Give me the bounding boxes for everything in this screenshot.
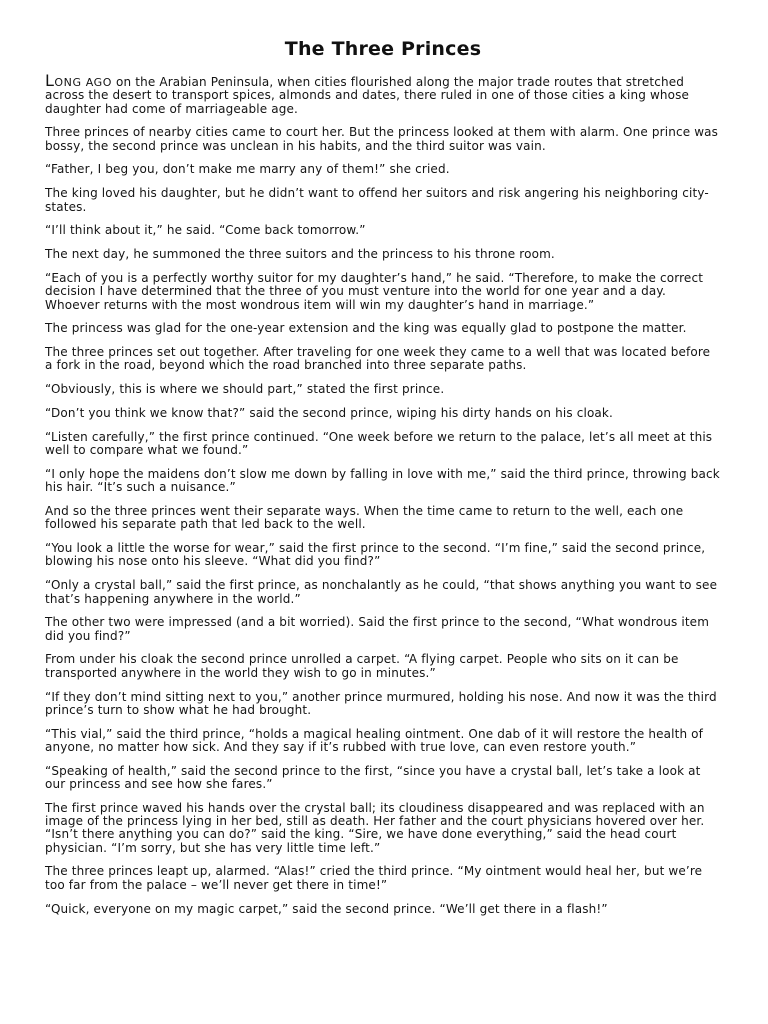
opening-small-caps: ONG AGO <box>54 76 113 89</box>
document-page <box>45 38 721 926</box>
story-paragraph: The king loved his daughter, but he didn’t want to offend her suitors and risk angering his neighboring city-states. <box>45 186 709 214</box>
story-paragraph: “Listen carefully,” the first prince continued. “One week before we return to the palace, let’s all meet at this well to compare what we found.” <box>45 429 713 458</box>
story-paragraph: “You look a little the worse for wear,” said the first prince to the second. “I’m fine,” said the second prince, blowing his nose onto his sleeve. “What did you find?” <box>45 541 706 569</box>
story-paragraph: “Quick, everyone on my magic carpet,” said the second prince. “We’ll get there in a flash!” <box>45 901 608 916</box>
story-paragraph: “This vial,” said the third prince, “holds a magical healing ointment. One dab of it will restore the health of anyone, no matter how sick. And they say if it’s rubbed with true love, can even restore youth.” <box>45 726 704 754</box>
drop-cap-letter: L <box>45 71 55 90</box>
story-paragraph: The other two were impressed (and a bit worried). Said the first prince to the second, “What wondrous item did you find?” <box>45 615 710 643</box>
story-paragraph: “Only a crystal ball,” said the first prince, as nonchalantly as he could, “that shows anything you want to see that’s happening anywhere in the world.” <box>45 578 718 606</box>
story-paragraph: Three princes of nearby cities came to court her. But the princess looked at them with alarm. One prince was bossy, the second prince was unclean in his habits, and the third suitor was vain. <box>45 125 719 153</box>
story-paragraph: The first prince waved his hands over the crystal ball; its cloudiness disappeared and was replaced with an image of the princess lying in her bed, still as death. Her father and the court physicians hovered over her. “Isn’t there anything you can do?” said the king. “Sire, we have done everything,” said the head court physician. “I’m sorry, but she has very little time left.” <box>45 800 705 855</box>
intro-paragraph <box>45 71 721 116</box>
story-paragraph: “I only hope the maidens don’t slow me down by falling in love with me,” said the third prince, throwing back his hair. “It’s such a nuisance.” <box>45 466 720 495</box>
story-paragraph: “Obviously, this is where we should part,” stated the first prince. <box>45 382 445 397</box>
story-paragraph: And so the three princes went their separate ways. When the time came to return to the well, each one followed his separate path that led back to the well. <box>45 504 684 532</box>
story-paragraph: From under his cloak the second prince unrolled a carpet. “A flying carpet. People who sits on it can be transported anywhere in the world they wish to go in minutes.” <box>45 652 679 680</box>
story-paragraph: “Each of you is a perfectly worthy suitor for my daughter’s hand,” he said. “Therefore, to make the correct decision I have determined that the three of you must venture into the world for one year and a day. Whoever returns with the most wondrous item will win my daughter’s hand in marriage.” <box>45 270 704 312</box>
story-paragraph: “Speaking of health,” said the second prince to the first, “since you have a crystal ball, let’s take a look at our princess and see how she fares.” <box>45 763 701 791</box>
story-paragraph: “Don’t you think we know that?” said the second prince, wiping his dirty hands on his cloak. <box>45 406 613 421</box>
story-paragraph: The princess was glad for the one-year extension and the king was equally glad to postpone the matter. <box>45 321 687 336</box>
story-paragraph: The next day, he summoned the three suitors and the princess to his throne room. <box>45 247 555 262</box>
story-body <box>45 126 721 915</box>
story-paragraph: The three princes set out together. After traveling for one week they came to a well that was located before a fork in the road, beyond which the road branched into three separate paths. <box>45 345 711 373</box>
story-paragraph: “If they don’t mind sitting next to you,” another prince murmured, holding his nose. And now it was the third prince’s turn to show what he had brought. <box>45 689 717 717</box>
page-title: The Three Princes <box>284 38 482 60</box>
story-paragraph: The three princes leapt up, alarmed. “Alas!” cried the third prince. “My ointment would heal her, but we’re too far from the palace – we’ll never get there in time!” <box>45 864 703 892</box>
intro-text: on the Arabian Peninsula, when cities flourished along the major trade routes that stretched across the desert to transport spices, almonds and dates, there ruled in one of those cities a king whose daughter had come of marriageable age. <box>45 75 690 116</box>
story-paragraph: “I’ll think about it,” he said. “Come back tomorrow.” <box>45 223 366 238</box>
story-paragraph: “Father, I beg you, don’t make me marry any of them!” she cried. <box>45 162 450 177</box>
